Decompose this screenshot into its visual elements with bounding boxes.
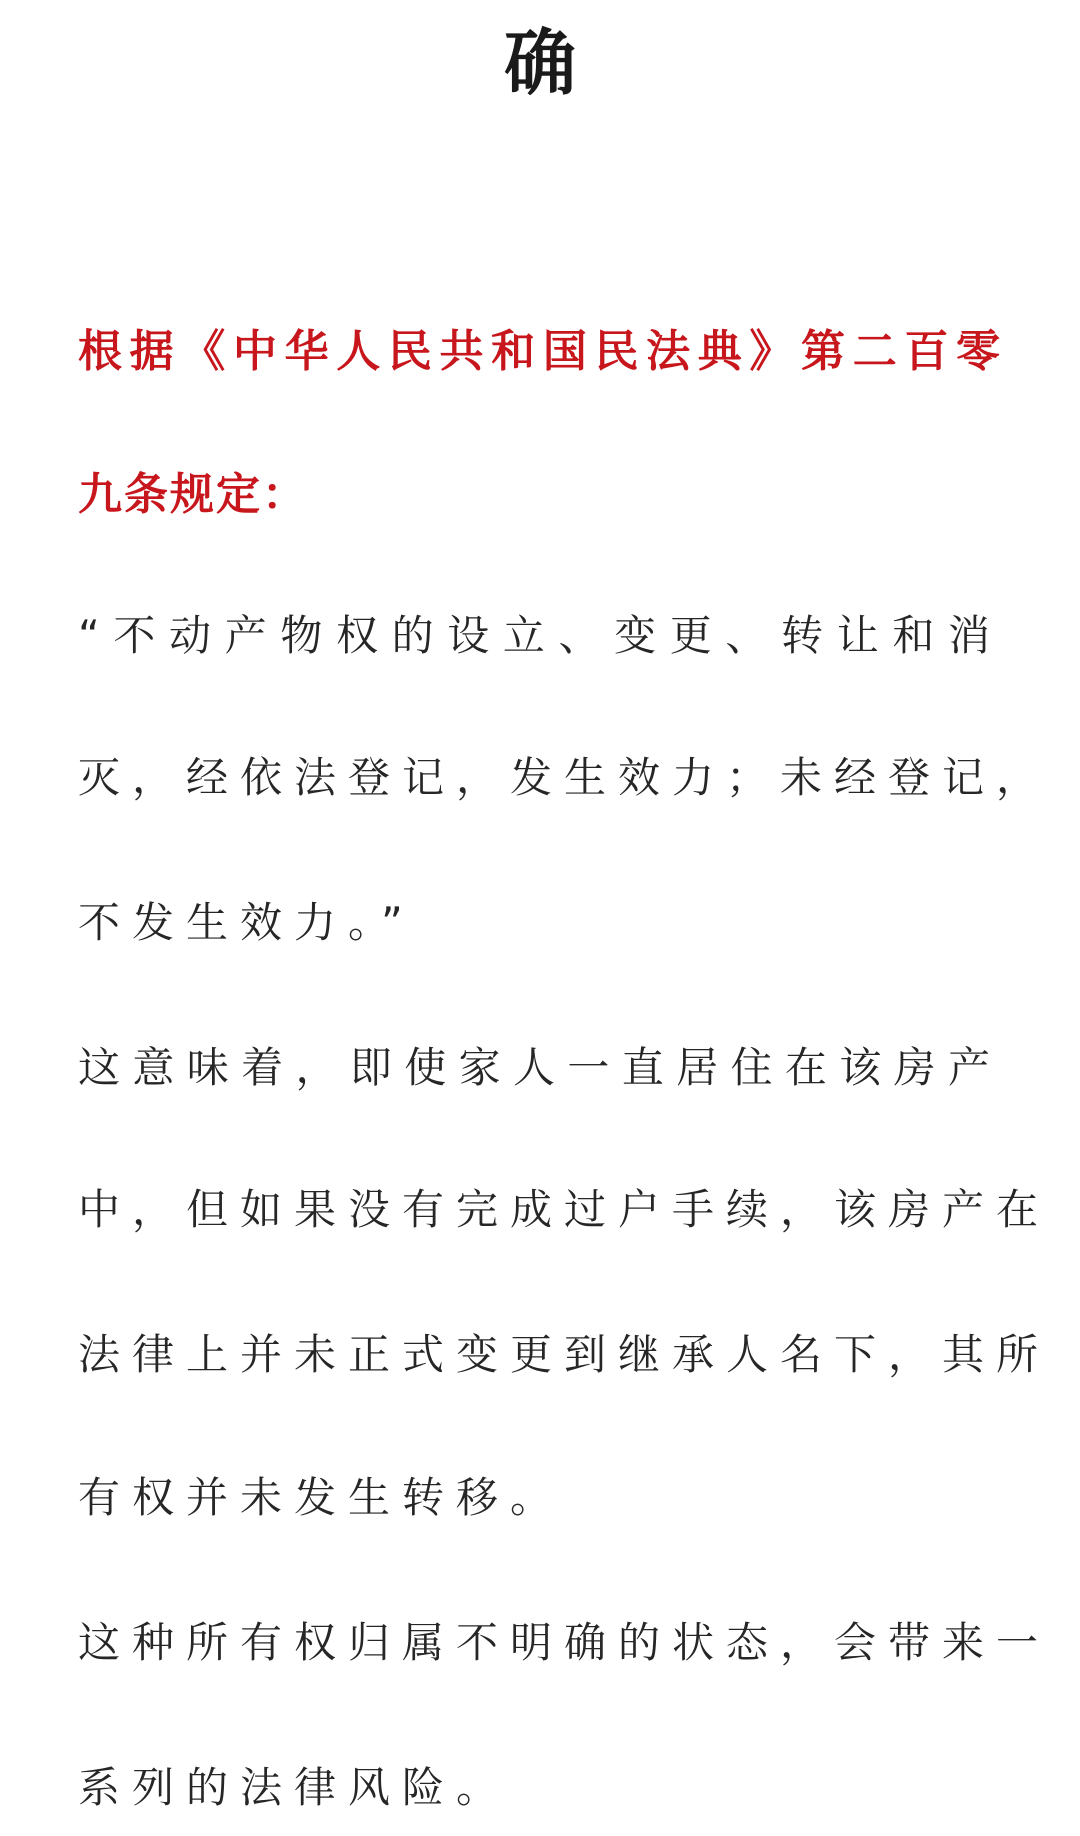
law-citation-line-2: 九条规定： <box>78 469 308 520</box>
paragraph-1-line-2: 中，但如果没有完成过户手续，该房产在 <box>78 1185 1051 1234</box>
paragraph-2-line-2: 系列的法律风险。 <box>78 1763 511 1812</box>
paragraph-2-line-1: 这种所有权归属不明确的状态，会带来一 <box>78 1618 1051 1667</box>
paragraph-1-line-3: 法律上并未正式变更到继承人名下，其所 <box>78 1330 1051 1379</box>
quote-line-1: “不动产物权的设立、变更、转让和消 <box>78 611 1002 660</box>
section-heading: 确 <box>503 21 576 105</box>
quote-line-3: 不发生效力。” <box>78 898 415 947</box>
quote-line-2: 灭，经依法登记，发生效力；未经登记， <box>78 753 1051 802</box>
paragraph-1-line-4: 有权并未发生转移。 <box>78 1473 565 1522</box>
paragraph-1-line-1: 这意味着，即使家人一直居住在该房产 <box>78 1043 1002 1092</box>
law-citation-line-1: 根据《中华人民共和国民法典》第二百零 <box>78 326 1002 377</box>
